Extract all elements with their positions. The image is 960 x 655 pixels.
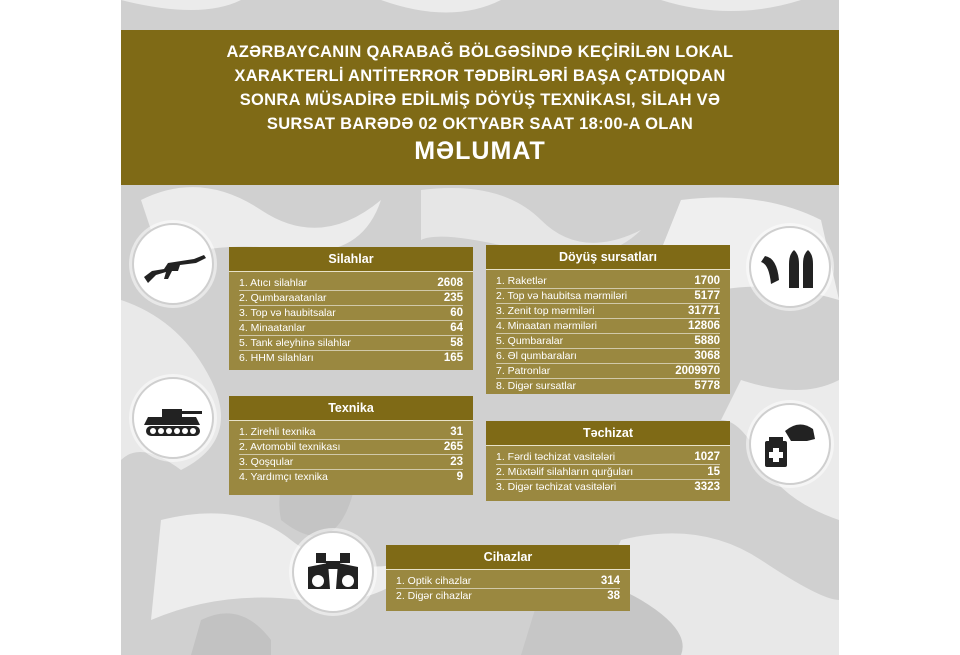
texnika-panel — [229, 396, 473, 495]
list-item: 6. HHM silahları 165 — [239, 352, 463, 364]
cihazlar-title: Cihazlar — [386, 545, 630, 570]
list-item: 1. Fərdi təchizat vasitələri 1027 — [496, 451, 720, 463]
list-item: 3. Zenit top mərmiləri 31771 — [496, 305, 720, 317]
list-item: 4. Minaatan mərmiləri 12806 — [496, 320, 720, 332]
techizat-panel — [486, 421, 730, 501]
cihazlar-panel — [386, 545, 630, 611]
list-item: 3. Digər təchizat vasitələri 3323 — [496, 481, 720, 493]
header-line-2: XARAKTERLİ ANTİTERROR TƏDBİRLƏRİ BAŞA ÇATDIQDAN — [234, 67, 726, 85]
list-item: 1. Raketlər 1700 — [496, 275, 720, 287]
header-line-4: SURSAT BARƏDƏ 02 OKTYABR SAAT 18:00-A OLAN — [266, 115, 694, 133]
silahlar-title: Silahlar — [229, 247, 473, 272]
list-item: 2. Digər cihazlar 38 — [396, 590, 620, 602]
list-item: 7. Patronlar 2009970 — [496, 365, 720, 377]
header-line-1: AZƏRBAYCANIN QARABAĞ BÖLGƏSİNDƏ KEÇİRİLƏN LOKAL — [226, 43, 734, 61]
list-item: 1. Atıcı silahlar 2608 — [239, 277, 463, 289]
list-item: 2. Top və haubitsa mərmiləri 5177 — [496, 290, 720, 302]
poster-header — [121, 30, 839, 185]
binoculars-icon — [292, 531, 374, 613]
ammunition-icon — [749, 226, 831, 308]
header-line-3: SONRA MÜSADİRƏ EDİLMİŞ DÖYÜŞ TEXNİKASI, SİLAH VƏ — [239, 91, 721, 109]
list-item: 4. Yardımçı texnika 9 — [239, 471, 463, 483]
list-item: 2. Avtomobil texnikası 265 — [239, 441, 463, 453]
medical-kit-helmet-icon — [749, 403, 831, 485]
list-item: 4. Minaatanlar 64 — [239, 322, 463, 334]
texnika-title: Texnika — [229, 396, 473, 421]
rifle-icon — [132, 223, 214, 305]
list-item: 6. Əl qumbaraları 3068 — [496, 350, 720, 362]
techizat-title: Təchizat — [486, 421, 730, 446]
sursatlar-panel — [486, 245, 730, 394]
header-title: MƏLUMAT — [414, 137, 546, 165]
list-item: 5. Qumbaralar 5880 — [496, 335, 720, 347]
tank-icon — [132, 377, 214, 459]
list-item: 3. Qoşqular 23 — [239, 456, 463, 468]
infographic-poster — [121, 0, 839, 655]
list-item: 2. Qumbaraatanlar 235 — [239, 292, 463, 304]
sursatlar-title: Döyüş sursatları — [486, 245, 730, 270]
list-item: 5. Tank əleyhinə silahlar 58 — [239, 337, 463, 349]
list-item: 8. Digər sursatlar 5778 — [496, 380, 720, 392]
list-item: 3. Top və haubitsalar 60 — [239, 307, 463, 319]
list-item: 1. Optik cihazlar 314 — [396, 575, 620, 587]
silahlar-panel — [229, 247, 473, 370]
list-item: 2. Müxtəlif silahların qurğuları 15 — [496, 466, 720, 478]
list-item: 1. Zirehli texnika 31 — [239, 426, 463, 438]
